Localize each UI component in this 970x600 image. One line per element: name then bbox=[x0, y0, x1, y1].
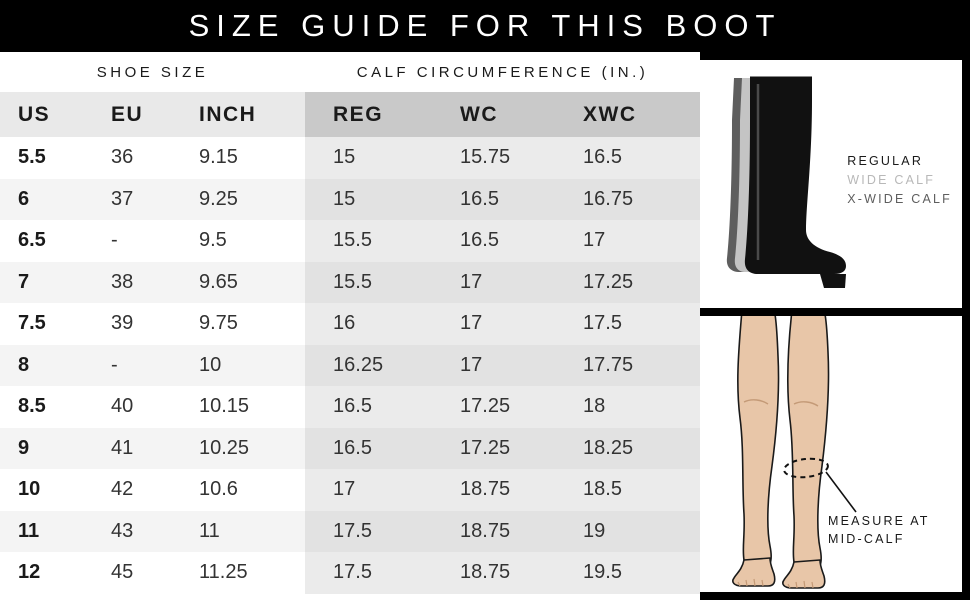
column-header-wc: WC bbox=[440, 92, 565, 137]
group-header-shoe-size: SHOE SIZE bbox=[0, 52, 305, 92]
cell-xwc: 17.5 bbox=[565, 303, 700, 345]
cell-reg: 16.25 bbox=[305, 345, 440, 387]
table-row bbox=[0, 220, 700, 262]
cell-us: 12 bbox=[0, 552, 95, 594]
cell-inch: 11 bbox=[185, 511, 305, 553]
legs-illustration-panel bbox=[700, 316, 962, 592]
column-header-eu: EU bbox=[95, 92, 185, 137]
cell-eu: 45 bbox=[95, 552, 185, 594]
cell-eu: 38 bbox=[95, 262, 185, 304]
cell-us: 8.5 bbox=[0, 386, 95, 428]
size-table bbox=[0, 52, 700, 594]
content-area bbox=[0, 52, 970, 600]
table-row bbox=[0, 262, 700, 304]
cell-xwc: 18.25 bbox=[565, 428, 700, 470]
boot-legend bbox=[847, 152, 952, 209]
measure-label-line1: MEASURE AT bbox=[828, 514, 930, 528]
cell-reg: 16 bbox=[305, 303, 440, 345]
cell-inch: 9.25 bbox=[185, 179, 305, 221]
table-row bbox=[0, 511, 700, 553]
cell-us: 9 bbox=[0, 428, 95, 470]
column-header-us: US bbox=[0, 92, 95, 137]
cell-inch: 9.15 bbox=[185, 137, 305, 179]
table-row bbox=[0, 469, 700, 511]
cell-us: 11 bbox=[0, 511, 95, 553]
cell-inch: 10.6 bbox=[185, 469, 305, 511]
cell-wc: 17.25 bbox=[440, 386, 565, 428]
cell-inch: 9.5 bbox=[185, 220, 305, 262]
table-row bbox=[0, 345, 700, 387]
cell-us: 8 bbox=[0, 345, 95, 387]
cell-reg: 15 bbox=[305, 179, 440, 221]
cell-reg: 16.5 bbox=[305, 386, 440, 428]
measure-label bbox=[828, 512, 930, 548]
cell-reg: 15 bbox=[305, 137, 440, 179]
cell-xwc: 19 bbox=[565, 511, 700, 553]
cell-eu: 39 bbox=[95, 303, 185, 345]
group-header-calf-circumference: CALF CIRCUMFERENCE (IN.) bbox=[305, 52, 700, 92]
boot-illustration-panel bbox=[700, 60, 962, 308]
cell-eu: 37 bbox=[95, 179, 185, 221]
cell-wc: 18.75 bbox=[440, 552, 565, 594]
cell-eu: 42 bbox=[95, 469, 185, 511]
cell-wc: 17 bbox=[440, 303, 565, 345]
column-header-reg: REG bbox=[305, 92, 440, 137]
size-table-container bbox=[0, 52, 700, 600]
cell-us: 10 bbox=[0, 469, 95, 511]
cell-xwc: 18 bbox=[565, 386, 700, 428]
cell-reg: 17.5 bbox=[305, 511, 440, 553]
legend-xwide-calf: X-WIDE CALF bbox=[847, 192, 952, 206]
cell-reg: 17 bbox=[305, 469, 440, 511]
cell-inch: 10.15 bbox=[185, 386, 305, 428]
cell-wc: 16.5 bbox=[440, 179, 565, 221]
cell-eu: - bbox=[95, 220, 185, 262]
cell-wc: 17.25 bbox=[440, 428, 565, 470]
cell-eu: 40 bbox=[95, 386, 185, 428]
cell-reg: 15.5 bbox=[305, 262, 440, 304]
table-row bbox=[0, 552, 700, 594]
table-row bbox=[0, 137, 700, 179]
leader-line bbox=[826, 472, 856, 512]
cell-xwc: 16.5 bbox=[565, 137, 700, 179]
cell-wc: 18.75 bbox=[440, 511, 565, 553]
cell-reg: 17.5 bbox=[305, 552, 440, 594]
cell-wc: 17 bbox=[440, 345, 565, 387]
cell-xwc: 17.25 bbox=[565, 262, 700, 304]
cell-xwc: 19.5 bbox=[565, 552, 700, 594]
cell-reg: 16.5 bbox=[305, 428, 440, 470]
legend-regular: REGULAR bbox=[847, 154, 924, 168]
table-column-header-row bbox=[0, 92, 700, 137]
cell-xwc: 17.75 bbox=[565, 345, 700, 387]
cell-us: 5.5 bbox=[0, 137, 95, 179]
column-header-xwc: XWC bbox=[565, 92, 700, 137]
cell-eu: 36 bbox=[95, 137, 185, 179]
cell-inch: 9.75 bbox=[185, 303, 305, 345]
cell-eu: - bbox=[95, 345, 185, 387]
cell-us: 6.5 bbox=[0, 220, 95, 262]
table-row bbox=[0, 303, 700, 345]
cell-eu: 43 bbox=[95, 511, 185, 553]
cell-xwc: 17 bbox=[565, 220, 700, 262]
table-row bbox=[0, 386, 700, 428]
cell-us: 7 bbox=[0, 262, 95, 304]
cell-inch: 11.25 bbox=[185, 552, 305, 594]
column-header-inch: INCH bbox=[185, 92, 305, 137]
cell-xwc: 18.5 bbox=[565, 469, 700, 511]
cell-inch: 9.65 bbox=[185, 262, 305, 304]
cell-xwc: 16.75 bbox=[565, 179, 700, 221]
page-title: SIZE GUIDE FOR THIS BOOT bbox=[188, 8, 782, 43]
cell-inch: 10.25 bbox=[185, 428, 305, 470]
cell-eu: 41 bbox=[95, 428, 185, 470]
cell-wc: 18.75 bbox=[440, 469, 565, 511]
cell-wc: 15.75 bbox=[440, 137, 565, 179]
cell-wc: 17 bbox=[440, 262, 565, 304]
cell-us: 6 bbox=[0, 179, 95, 221]
cell-reg: 15.5 bbox=[305, 220, 440, 262]
table-group-header-row bbox=[0, 52, 700, 92]
legs-illustration bbox=[700, 316, 962, 592]
cell-wc: 16.5 bbox=[440, 220, 565, 262]
table-row bbox=[0, 179, 700, 221]
illustration-column bbox=[700, 52, 970, 600]
measure-label-line2: MID-CALF bbox=[828, 532, 905, 546]
table-row bbox=[0, 428, 700, 470]
cell-us: 7.5 bbox=[0, 303, 95, 345]
page-title-bar bbox=[0, 0, 970, 52]
legend-wide-calf: WIDE CALF bbox=[847, 173, 936, 187]
cell-inch: 10 bbox=[185, 345, 305, 387]
